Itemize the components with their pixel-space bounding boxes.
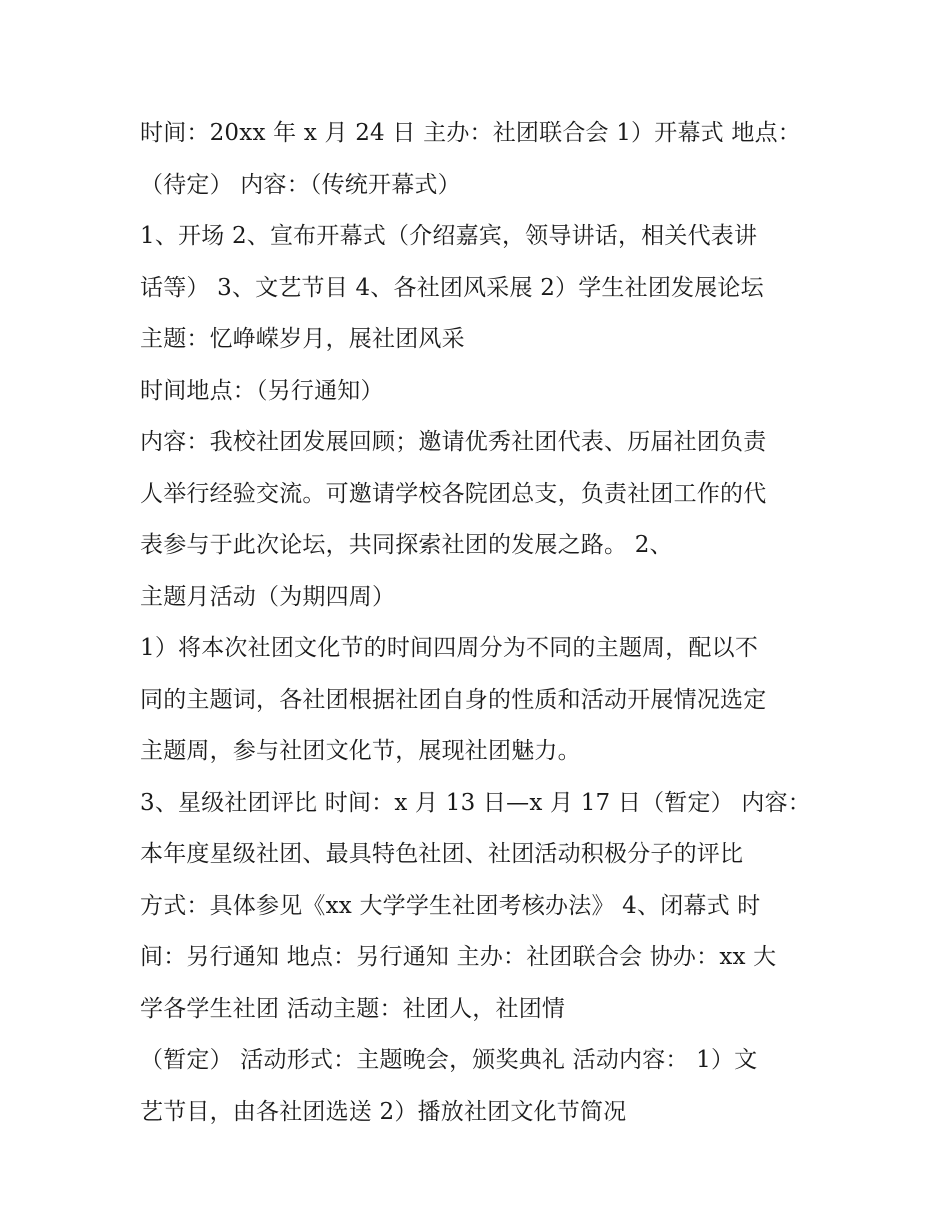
text-line: 时间地点：（另行通知） [140,377,384,404]
text-line: 主题：忆峥嵘岁月，展社团风采 [140,326,465,352]
text-line: 话等） 3、文艺节目 4、各社团风采展 2）学生社团发展论坛 [140,274,764,301]
text-line: 方式：具体参见《xx 大学学生社团考核办法》 4、闭幕式 时 [140,892,761,919]
text-line: （暂定） 活动形式：主题晚会，颁奖典礼 活动内容： 1）文 [140,1047,758,1073]
text-line: 同的主题词，各社团根据社团自身的性质和活动开展情况选定 [140,686,767,713]
text-line: 时间：20xx 年 x 月 24 日 主办：社团联合会 1）开幕式 地点： [140,120,801,146]
text-line: （待定） 内容：（传统开幕式） [140,171,461,198]
text-line: 表参与于此次论坛，共同探索社团的发展之路。 2、 [140,532,673,558]
text-line: 人举行经验交流。可邀请学校各院团总支，负责社团工作的代 [140,480,767,507]
text-line: 1）将本次社团文化节的时间四周分为不同的主题周，配以不 [140,635,759,661]
text-line: 3、星级社团评比 时间：x 月 13 日—x 月 17 日（暂定） 内容： [140,789,811,816]
text-line: 艺节目，由各社团选送 2）播放社团文化节简况 [140,1098,627,1125]
text-line: 内容：我校社团发展回顾；邀请优秀社团代表、历届社团负责 [140,429,767,455]
document-body [140,108,820,1138]
text-line: 本年度星级社团、最具特色社团、社团活动积极分子的评比 [140,841,744,867]
text-line: 间：另行通知 地点：另行通知 主办：社团联合会 协办：xx 大 [140,944,777,970]
text-line: 学各学生社团 活动主题：社团人，社团情 [140,995,566,1022]
text-line: 主题周，参与社团文化节，展现社团魅力。 [140,738,581,764]
text-line: 主题月活动（为期四周） [140,583,396,610]
text-line: 1、开场 2、宣布开幕式（介绍嘉宾，领导讲话，相关代表讲 [140,223,758,249]
